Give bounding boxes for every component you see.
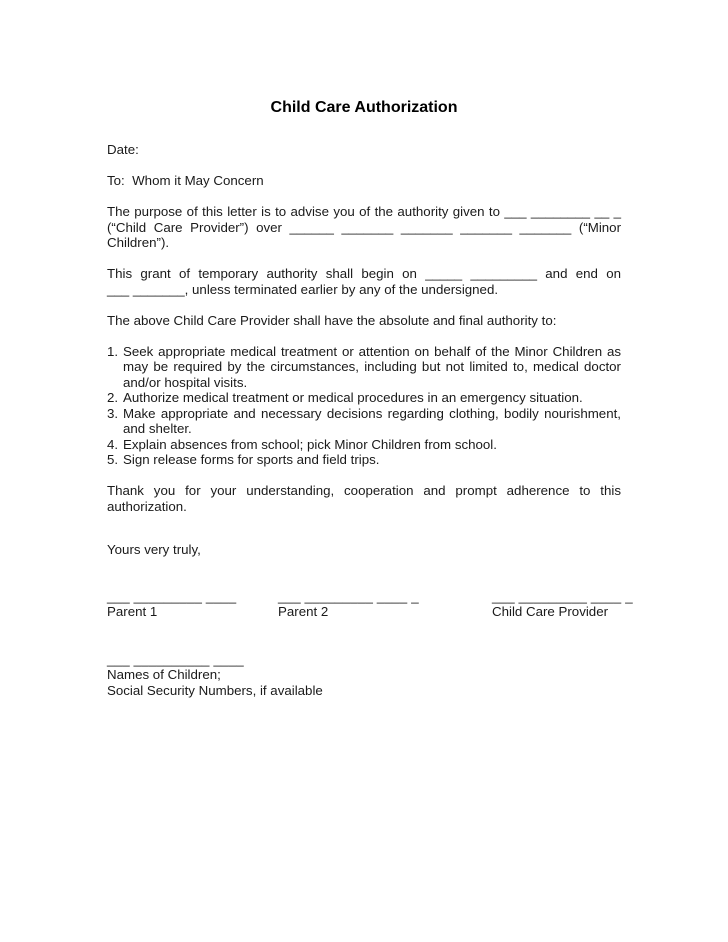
list-item-3 bbox=[107, 406, 621, 437]
list-item-text bbox=[123, 390, 621, 406]
list-item-1 bbox=[107, 344, 621, 391]
list-item-5 bbox=[107, 452, 621, 468]
signature-blank-line: ___ _________ ____ _ bbox=[492, 588, 633, 604]
children-names-blank-line: ___ __________ ____ bbox=[107, 651, 244, 667]
signature-childcare-provider bbox=[492, 588, 633, 620]
list-item-line: Explain absences from school; pick Minor Children from school. bbox=[123, 436, 497, 452]
children-names-label: Names of Children; bbox=[107, 667, 221, 682]
to-line: To: Whom it May Concern bbox=[107, 173, 264, 188]
authority-list bbox=[107, 344, 621, 468]
children-names-block bbox=[107, 652, 621, 699]
grant-paragraph bbox=[107, 266, 621, 297]
signature-blank-line: ___ _________ ____ _ bbox=[278, 588, 419, 604]
signature-parent2 bbox=[278, 589, 492, 620]
authority-intro-line: The above Child Care Provider shall have the absolute and final authority to: bbox=[107, 312, 557, 328]
signature-parent1 bbox=[107, 589, 278, 620]
list-item-number: 1. bbox=[107, 343, 119, 359]
list-item-number: 5. bbox=[107, 452, 119, 467]
closing-line: Yours very truly, bbox=[107, 542, 201, 557]
children-ssn-label: Social Security Numbers, if available bbox=[107, 682, 323, 698]
thanks-line-2: authorization. bbox=[107, 498, 187, 514]
list-item-number: 4. bbox=[107, 436, 119, 452]
list-item-line: Seek appropriate medical treatment or attention on behalf of the Minor Children as bbox=[123, 343, 621, 359]
signature-row bbox=[107, 588, 633, 620]
signature-blank-line: ___ _________ ____ bbox=[107, 588, 237, 604]
list-item-line: Sign release forms for sports and field trips. bbox=[123, 452, 380, 467]
list-item-text bbox=[123, 437, 621, 453]
list-item-number: 2. bbox=[107, 390, 119, 405]
date-line: Date: bbox=[107, 142, 139, 157]
list-item-text bbox=[123, 452, 621, 468]
list-item-number: 3. bbox=[107, 405, 119, 421]
thanks-line-1: Thank you for your understanding, cooperation and prompt adherence to this bbox=[107, 483, 621, 498]
list-item-4 bbox=[107, 437, 621, 453]
document-title: Child Care Authorization bbox=[270, 99, 458, 116]
grant-line-1: This grant of temporary authority shall begin on _____ _________ and end on bbox=[107, 266, 621, 281]
signature-label: Parent 2 bbox=[278, 604, 329, 619]
list-item-line: may be required by the circumstances, including but not limited to, medical doctor bbox=[123, 359, 621, 374]
signature-label: Parent 1 bbox=[107, 604, 158, 619]
list-item-line: and shelter. bbox=[123, 421, 192, 436]
purpose-line-1: The purpose of this letter is to advise you of the authority given to ___ ________ __ _ bbox=[107, 204, 621, 219]
thanks-paragraph bbox=[107, 483, 621, 514]
grant-line-2: ___ _______, unless terminated earlier by any of the undersigned. bbox=[107, 281, 499, 297]
list-item-line: Make appropriate and necessary decisions regarding clothing, bodily nourishment, bbox=[123, 405, 621, 421]
list-item-text bbox=[123, 406, 621, 437]
list-item-line: Authorize medical treatment or medical procedures in an emergency situation. bbox=[123, 390, 583, 405]
purpose-line-3: Children”). bbox=[107, 235, 170, 250]
signature-label: Child Care Provider bbox=[492, 604, 609, 619]
purpose-line-2: (“Child Care Provider”) over ______ _______ _______ _______ _______ (“Minor bbox=[107, 219, 621, 235]
purpose-paragraph bbox=[107, 204, 621, 251]
list-item-line: and/or hospital visits. bbox=[123, 374, 248, 390]
list-item-2 bbox=[107, 390, 621, 406]
list-item-text bbox=[123, 344, 621, 391]
